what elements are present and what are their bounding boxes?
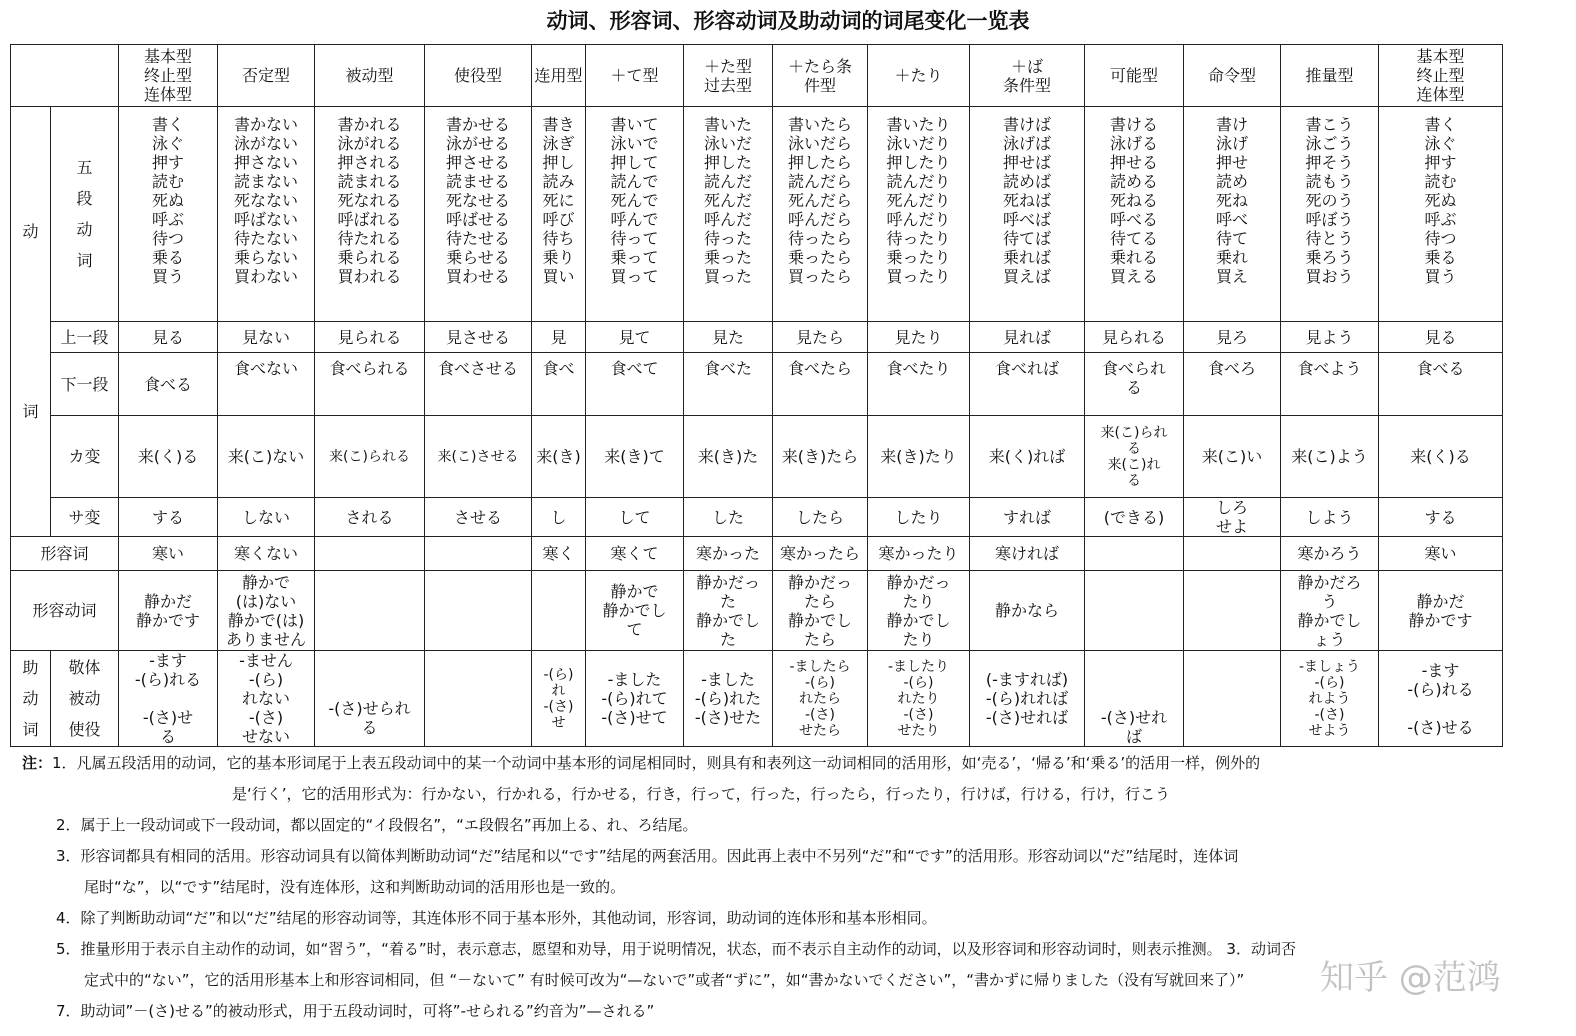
cell-ka: 来(こ)い [1184, 416, 1281, 498]
cell-aux: -ました -(ら)れて -(さ)せて [586, 651, 684, 747]
cell-kami: 見て [586, 322, 684, 353]
cell-ka: 来(こ)させる [425, 416, 532, 498]
godan-label: 五 段 动 词 [51, 107, 119, 322]
cell-aux: -ましたり -(ら) れたり -(さ) せたり [868, 651, 970, 747]
cell-shimo: 食べれば [970, 353, 1085, 416]
cell-kami: 見よう [1281, 322, 1379, 353]
row-sa [11, 498, 1503, 537]
row-adjective [11, 537, 1503, 571]
cell-ka: 来(き)たり [868, 416, 970, 498]
cell-adjv: 静かだ 静かです [119, 571, 218, 651]
cell-ka: 来(こ)られる [315, 416, 425, 498]
cell-shimo: 食べない [218, 353, 315, 416]
cell-godan-potential: 書ける 泳げる 押せる 読める 死ねる 呼べる 待てる 乗れる 買える [1085, 107, 1184, 322]
cell-sa: して [586, 498, 684, 537]
watermark: 知乎 @范鸿 [1320, 958, 1501, 998]
cell-kami: 見れば [970, 322, 1085, 353]
cell-sa: させる [425, 498, 532, 537]
cell-sa: し [532, 498, 586, 537]
cell-godan-renyou: 書き 泳ぎ 押し 読み 死に 呼び 待ち 乗り 買い [532, 107, 586, 322]
cell-aux: -ましたら -(ら) れたら -(さ) せたら [773, 651, 868, 747]
cell-aux: -ます -(ら)れる -(さ)せ る [119, 651, 218, 747]
cell-adjv: 静かだ 静かです [1379, 571, 1503, 651]
shimo-label: 下一段 [51, 353, 119, 416]
cell-adjv [532, 571, 586, 651]
header-cell: ＋ば 条件型 [970, 45, 1085, 107]
cell-aux: -ましょう -(ら) れよう -(さ) せよう [1281, 651, 1379, 747]
note-4: 4．除了判断助动词“だ”和以“だ”结尾的形容动词等，其连体形不同于基本形外，其他动词，形容词，助动词的连体形和基本形相同。 [56, 909, 937, 927]
row-ka [11, 416, 1503, 498]
cell-godan-basic-2: 書く 泳ぐ 押す 読む 死ぬ 呼ぶ 待つ 乗る 買う [1379, 107, 1503, 322]
cell-adjv: 静かで 静かでし て [586, 571, 684, 651]
cell-ka: 来(き)て [586, 416, 684, 498]
cell-adjv [315, 571, 425, 651]
cell-shimo: 食べよう [1281, 353, 1379, 416]
header-cell: 推量型 [1281, 45, 1379, 107]
cell-sa: する [1379, 498, 1503, 537]
cell-aux [1184, 651, 1281, 747]
cell-adj: 寒ければ [970, 537, 1085, 571]
cell-shimo: 食べる [119, 353, 218, 416]
cell-sa: したら [773, 498, 868, 537]
cell-godan-basic: 書く 泳ぐ 押す 読む 死ぬ 呼ぶ 待つ 乗る 買う [119, 107, 218, 322]
aux-sub-label: 敬体 被动 使役 [51, 651, 119, 747]
note-5-cont: 定式中的“ない”，它的活用形基本上和形容词相同，但 “－ないて” 有时候可改为“—ないで”或者“ずに”，如“書かないでください”，“書かずに帰りました（没有写就回来了）” [84, 971, 1245, 989]
cell-shimo: 食べる [1379, 353, 1503, 416]
cell-adjv [425, 571, 532, 651]
ka-label: カ变 [51, 416, 119, 498]
header-cell: 否定型 [218, 45, 315, 107]
cell-kami: 見る [1379, 322, 1503, 353]
cell-ka: 来(き) [532, 416, 586, 498]
header-cell: 可能型 [1085, 45, 1184, 107]
cell-adj [1184, 537, 1281, 571]
cell-aux: -ます -(ら)れる -(さ)せる [1379, 651, 1503, 747]
cell-godan-ba: 書けば 泳げば 押せば 読めば 死ねば 呼べば 待てば 乗れば 買えば [970, 107, 1085, 322]
cell-ka: 来(き)た [684, 416, 773, 498]
cell-shimo: 食べ [532, 353, 586, 416]
cell-kami: 見られる [315, 322, 425, 353]
note-7: 7．助动词”－(さ)せる”的被动形式，用于五段动词时，可将”-せられる”约音为”—される” [56, 1002, 655, 1020]
header-cell: 被动型 [315, 45, 425, 107]
cell-adjv: 静かだろ う 静かでし ょう [1281, 571, 1379, 651]
cell-sa: しよう [1281, 498, 1379, 537]
aux-group-label: 助 动 词 [11, 651, 51, 747]
cell-adj [425, 537, 532, 571]
cell-sa: しろ せよ [1184, 498, 1281, 537]
cell-godan-tari: 書いたり 泳いだり 押したり 読んだり 死んだり 呼んだり 待ったり 乗ったり 買ったり [868, 107, 970, 322]
cell-adj: 寒くない [218, 537, 315, 571]
header-cell: 基本型 终止型 连体型 [1379, 45, 1503, 107]
cell-kami: 見ない [218, 322, 315, 353]
cell-adjv: 静かなら [970, 571, 1085, 651]
cell-sa: (できる) [1085, 498, 1184, 537]
cell-godan-imperative: 書け 泳げ 押せ 読め 死ね 呼べ 待て 乗れ 買え [1184, 107, 1281, 322]
cell-aux: -ません -(ら) れない -(さ) せない [218, 651, 315, 747]
cell-kami: 見たら [773, 322, 868, 353]
cell-aux: -ました -(ら)れた -(さ)せた [684, 651, 773, 747]
row-kami [11, 322, 1503, 353]
sa-label: サ变 [51, 498, 119, 537]
cell-shimo: 食べたり [868, 353, 970, 416]
cell-ka: 来(く)る [119, 416, 218, 498]
header-row [11, 45, 1503, 107]
cell-adj: 寒い [1379, 537, 1503, 571]
cell-shimo: 食べられ る [1085, 353, 1184, 416]
header-cell: 使役型 [425, 45, 532, 107]
page-title: 动词、形容词、形容动词及助动词的词尾变化一览表 [546, 8, 1030, 33]
cell-ka: 来(く)れば [970, 416, 1085, 498]
cell-adj: 寒かったり [868, 537, 970, 571]
cell-kami: 見る [119, 322, 218, 353]
cell-aux: -(ら) れ -(さ) せ [532, 651, 586, 747]
cell-sa: する [119, 498, 218, 537]
cell-ka: 来(こ)られ る 来(こ)れ る [1085, 416, 1184, 498]
cell-adjv: 静かで (は)ない 静かで(は) ありません [218, 571, 315, 651]
cell-kami: 見られる [1085, 322, 1184, 353]
header-cell: ＋たり [868, 45, 970, 107]
header-cell: ＋て型 [586, 45, 684, 107]
cell-adjv: 静かだっ たり 静かでし たり [868, 571, 970, 651]
adjective-label: 形容词 [11, 537, 119, 571]
header-cell: ＋た型 过去型 [684, 45, 773, 107]
adjectival-noun-label: 形容动词 [11, 571, 119, 651]
cell-aux [425, 651, 532, 747]
row-auxiliary [11, 651, 1503, 747]
header-cell: 连用型 [532, 45, 586, 107]
cell-adj: 寒く [532, 537, 586, 571]
cell-godan-volitional: 書こう 泳ごう 押そう 読もう 死のう 呼ぼう 待とう 乗ろう 買おう [1281, 107, 1379, 322]
note-3-cont: 尾时“な”，以“です”结尾时，没有连体形，这和判断助动词的活用形也是一致的。 [84, 878, 626, 896]
cell-adj: 寒い [119, 537, 218, 571]
cell-ka: 来(こ)よう [1281, 416, 1379, 498]
cell-kami: 見 [532, 322, 586, 353]
cell-sa: すれば [970, 498, 1085, 537]
cell-shimo: 食べて [586, 353, 684, 416]
cell-kami: 見たり [868, 322, 970, 353]
cell-godan-passive: 書かれる 泳がれる 押される 読まれる 死なれる 呼ばれる 待たれる 乗られる 買われる [315, 107, 425, 322]
cell-aux: -(さ)せられ る [315, 651, 425, 747]
cell-kami: 見させる [425, 322, 532, 353]
cell-godan-te: 書いて 泳いで 押して 読んで 死んで 呼んで 待って 乗って 買って [586, 107, 684, 322]
note-5: 5．推量形用于表示自主动作的动词，如“習う”，“着る”时，表示意志，愿望和劝导，用于说明情况，状态，而不表示自主动作的动词，以及形容词和形容动词时，则表示推测。 3．动词否 [56, 940, 1296, 958]
cell-shimo: 食べられる [315, 353, 425, 416]
cell-sa: したり [868, 498, 970, 537]
cell-ka: 来(こ)ない [218, 416, 315, 498]
cell-adj: 寒かろう [1281, 537, 1379, 571]
cell-adj [315, 537, 425, 571]
header-cell: 命令型 [1184, 45, 1281, 107]
verb-group-label: 动 词 [11, 107, 51, 537]
kami-label: 上一段 [51, 322, 119, 353]
cell-sa: した [684, 498, 773, 537]
note-2: 2．属于上一段动词或下一段动词，都以固定的“イ段假名”，“エ段假名”再加上る、れ、ろ结尾。 [56, 816, 698, 834]
cell-godan-tara: 書いたら 泳いだら 押したら 読んだら 死んだら 呼んだら 待ったら 乗ったら 買ったら [773, 107, 868, 322]
row-godan [11, 107, 1503, 322]
header-cell: ＋たら条 件型 [773, 45, 868, 107]
notes-label: 注： [22, 754, 53, 772]
cell-adjv [1085, 571, 1184, 651]
cell-aux: (-ますれば) -(ら)れれば -(さ)せれば [970, 651, 1085, 747]
cell-shimo: 食べろ [1184, 353, 1281, 416]
cell-shimo: 食べさせる [425, 353, 532, 416]
cell-ka: 来(き)たら [773, 416, 868, 498]
cell-adjv: 静かだっ た 静かでし た [684, 571, 773, 651]
row-shimo [11, 353, 1503, 416]
cell-kami: 見た [684, 322, 773, 353]
cell-sa: される [315, 498, 425, 537]
header-cell: 基本型 终止型 连体型 [119, 45, 218, 107]
cell-godan-negative: 書かない 泳がない 押さない 読まない 死なない 呼ばない 待たない 乗らない 買わない [218, 107, 315, 322]
note-1-text: 1．凡属五段活用的动词，它的基本形词尾于上表五段动词中的某一个动词中基本形的词尾相同时，则具有和表列这一动词相同的活用形，如‘売る’，‘帰る’和‘乗る’的活用一样，例外的 [52, 754, 1261, 772]
note-3: 3．形容词都具有相同的活用。形容动词具有以简体判断助动词“だ”结尾和以“です”结尾的两套活用。因此再上表中不另列“だ”和“です”的活用形。形容动词以“だ”结尾时，连体词 [56, 847, 1239, 865]
note-1 [22, 748, 1557, 779]
cell-aux: -(さ)せれ ば [1085, 651, 1184, 747]
cell-adj: 寒かった [684, 537, 773, 571]
cell-adjv: 静かだっ たら 静かでし たら [773, 571, 868, 651]
row-adjectival-noun [11, 571, 1503, 651]
cell-kami: 見ろ [1184, 322, 1281, 353]
cell-ka: 来(く)る [1379, 416, 1503, 498]
cell-shimo: 食べた [684, 353, 773, 416]
note-1-cont: 是‘行く’，它的活用形式为：行かない，行かれる，行かせる，行き，行って，行った，行ったら，行ったり，行けば，行ける，行け，行こう [232, 785, 1171, 803]
header-cell [11, 45, 119, 107]
cell-godan-causative: 書かせる 泳がせる 押させる 読ませる 死なせる 呼ばせる 待たせる 乗らせる 買わせる [425, 107, 532, 322]
cell-adj: 寒かったら [773, 537, 868, 571]
cell-adj: 寒くて [586, 537, 684, 571]
conjugation-table [10, 44, 1503, 747]
cell-adj [1085, 537, 1184, 571]
cell-shimo: 食べたら [773, 353, 868, 416]
cell-sa: しない [218, 498, 315, 537]
cell-godan-ta: 書いた 泳いだ 押した 読んだ 死んだ 呼んだ 待った 乗った 買った [684, 107, 773, 322]
cell-adjv [1184, 571, 1281, 651]
